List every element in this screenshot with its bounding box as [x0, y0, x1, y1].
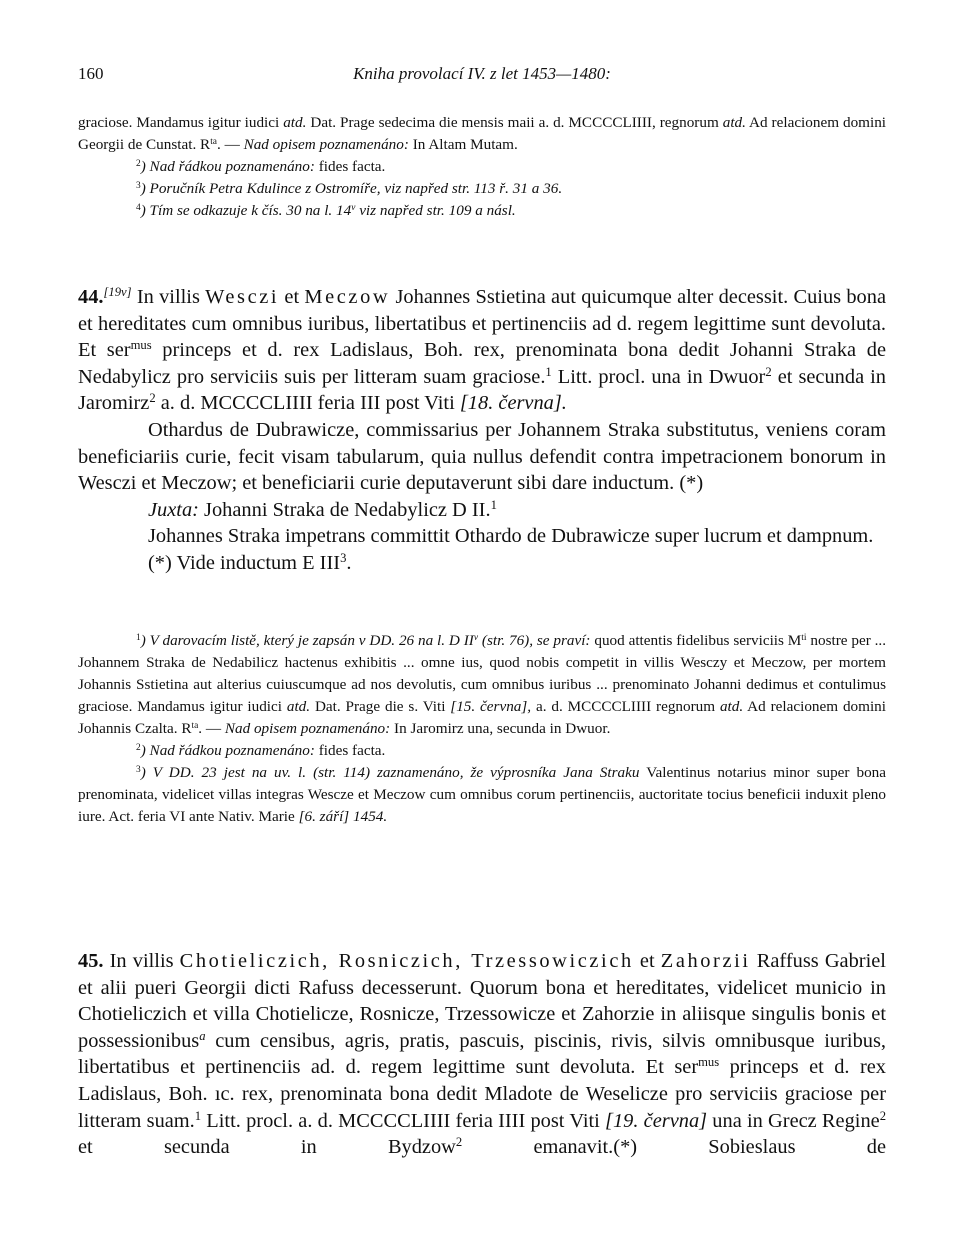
page-header: [78, 64, 886, 86]
running-title: Kniha provolací IV. z let 1453—1480:: [353, 64, 611, 83]
entry-45-paragraph-1: 45. In villis Chotieliczich, Rosniczich, Trzessowiczich et Zahorzii Raffuss Gabriel et alii pueri Georgii dicti Rafuss decesserunt. Quorum bona et hereditates, videlicet municio in Chotieliczich et villa Chotielicze, Rosnicze, Trzessowicze et Zahorzie in aliisque singulis bonis et possessionibus$^a$ cum censibus, agris, pratis, pascuis, piscinis, rivis, silvis omnibusque iuribus, libertatibus et pertinenciis ad. d. regem legittime sunt devoluta. Et ser$^{mus}$ princeps et d. rex Ladislaus, Boh. ıc. rex, prenominata bona dedit Mladote de Weselicze pro serviciis graciose per litteram suam.$^1$ Litt. procl. a. d. MCCCCLIIII feria IIII post Viti [19. června] una in Grecz Regine$^2$ et secunda in Bydzow$^2$ emanavit.(*) Sobieslaus de: [78, 950, 887, 1159]
footnote-continuation: graciose. Mandamus igitur iudici atd. Dat. Prage sedecima die mensis maii a. d. MCCCCLIIII, regnorum atd. Ad relacionem domini Georgii de Cunstat. $R^{ta}$. — Nad opisem poznamenáno: In Altam Mutam.: [78, 114, 887, 153]
footnote-2: $^2$) Nad řádkou poznamenáno: fides facta.: [136, 742, 386, 759]
entry-44: [78, 284, 886, 577]
footnote-3: $^3$) Poručník Petra Kdulince z Ostromíře, viz napřed str. 113 ř. 31 a 36.: [136, 180, 563, 197]
footnote-2: $^2$) Nad řádkou poznamenáno: fides facta.: [136, 158, 386, 175]
folio-mark: [19v]: [103, 285, 132, 300]
entry-44-paragraph-1: 44.[19v] In villis Wesczi et Meczow Johannes Sstietina aut quicumque alter decessit. Cuius bona et hereditates cum omnibus iuribus, libertatibus et pertinenciis ad d. regem legittime sunt devoluta. Et ser$^{mus}$ princeps et d. rex Ladislaus, Boh. rex, prenominata bona dedit Johanni Straka de Nedabylicz pro serviciis suis per litteram suam graciose.$^1$ Litt. procl. una in Dwuor$^2$ et secunda in Jaromirz$^2$ a. d. MCCCCLIIII feria III post Viti [18. června].: [78, 285, 887, 415]
entry-number: 44.: [78, 286, 104, 308]
footnotes-continued: [78, 112, 886, 222]
entry-45: [78, 948, 886, 1161]
footnote-4: $^4$) Tím se odkazuje k čís. 30 na l. 14$^v$ viz napřed str. 109 a násl.: [136, 202, 516, 219]
page-number: 160: [78, 64, 104, 83]
entry-44-vide: (*) Vide inductum E III$^3$.: [148, 550, 352, 574]
entry-44-juxta: Juxta: Johanni Straka de Nedabylicz D II.$^1$: [148, 497, 497, 521]
place-name: Meczow: [304, 286, 391, 308]
footnote-1: $^1$) V darovacím listě, který je zapsán v DD. 26 na l. D $II^v$ (str. 76), se praví: quod attentis fidelibus serviciis $M^{ti}$ nostre per ... Johannem Straka de Nedabilicz hactenus exhibitis ... omne ius, quod nobis competit in villis Wesczy et Meczow, per mortem Johannis Sstietina aut alterius cuiuscumque ad nos devolutis, cum omnibus iuribus ... prenominato Johanni dedimus et contulimus graciose. Mandamus igitur iudici atd. Dat. Prage die s. Viti [15. června], a. d. MCCCCLIIII regnorum atd. Ad relacionem domini Johannis Czalta. $R^{ta}$. — Nad opisem poznamenáno: In Jaromirz una, secunda in Dwuor.: [78, 632, 886, 737]
place-name: Wesczi: [205, 286, 280, 308]
entry-number: 45.: [78, 950, 104, 972]
entry-44-footnotes: [78, 630, 886, 828]
place-name: Zahorzii: [660, 950, 751, 972]
footnote-3: $^3$) V DD. 23 jest na uv. l. (str. 114) zaznamenáno, že výprosníka Jana Straku Valentinus notarius minor super bona prenominata, videlicet villas integras Wescze et Meczow cum omnibus corum pertinenciis, auctoritate tocius beneficii induxit pleno iure. Act. feria VI ante Nativ. Marie [6. září] 1454.: [78, 764, 886, 825]
entry-44-paragraph-4: Johannes Straka impetrans committit Othardo de Dubrawicze super lucrum et dampnum.: [148, 525, 874, 548]
entry-44-paragraph-2: Othardus de Dubrawicze, commissarius per Johannem Straka substitutus, veniens coram beneficiariis curie, fecit visam tabularum, quia nullus defendit contra impetracionem bonorum in Wesczi et Meczow; et beneficiarii curie deputaverunt sibi dare inductum. (*): [78, 418, 886, 495]
place-name: Chotieliczich, Rosniczich, Trzessowiczich: [179, 950, 634, 972]
